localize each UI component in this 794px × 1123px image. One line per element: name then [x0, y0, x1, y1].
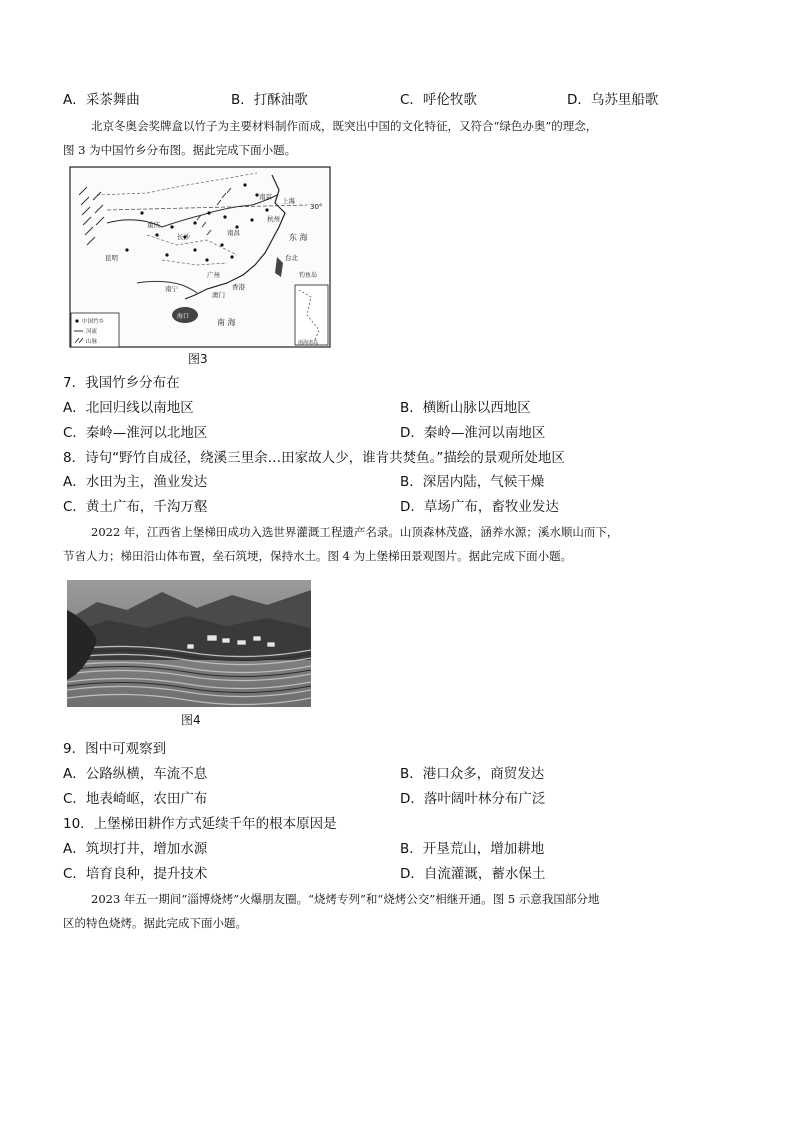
map-label-south-sea: 南 海	[217, 318, 236, 327]
map-label-nanjing: 南京	[259, 193, 272, 201]
passage2-line2: 节省人力；梯田沿山体布置，垒石筑埂，保持水土。图 4 为上堡梯田景观图片。据此完成下面小题。	[63, 549, 573, 563]
map-label-shanghai: 上海	[282, 197, 295, 205]
q9-option-c: C．地表崎岖，农田广布	[63, 791, 208, 807]
map-label-changsha: 长沙	[177, 233, 190, 241]
map-label-diaoyu: 钓鱼岛	[299, 272, 318, 279]
q10-option-c: C．培育良种，提升技术	[63, 866, 208, 882]
q9-option-b: B．港口众多，商贸发达	[400, 766, 545, 782]
map-label-guangzhou: 广州	[207, 271, 220, 279]
passage1-line2: 图 3 为中国竹乡分布图。据此完成下面小题。	[63, 143, 297, 157]
q8-option-b: B．深居内陆，气候干燥	[400, 474, 545, 490]
map-label-kunming: 昆明	[105, 254, 118, 262]
passage1-line1: 北京冬奥会奖牌盒以竹子为主要材料制作而成，既突出中国的文化特征，又符合“绿色办奥”的理念，	[91, 119, 598, 133]
map-label-lat: 30°	[310, 203, 323, 211]
q10-stem: 10．上堡梯田耕作方式延续千年的根本原因是	[63, 816, 337, 832]
map-label-macau: 澳门	[212, 291, 225, 299]
q9-option-a: A．公路纵横，车流不息	[63, 766, 208, 782]
q8-option-a: A．水田为主，渔业发达	[63, 474, 208, 490]
legend-river: 河流	[86, 329, 98, 335]
map-label-east-sea: 东 海	[289, 233, 308, 242]
map-label-haikou: 海口	[177, 313, 190, 320]
q7-option-a: A．北回归线以南地区	[63, 400, 194, 416]
q8-stem: 8．诗句“野竹自成径，绕溪三里余…田家故人少，谁肯共焚鱼。”描绘的景观所处地区	[63, 450, 565, 466]
map-label-south-islands: 南海诸岛	[298, 340, 319, 346]
q6-option-d: D．乌苏里船歌	[567, 92, 659, 108]
q9-stem: 9．图中可观察到	[63, 741, 167, 757]
figure4-caption: 图4	[181, 713, 201, 727]
q8-option-d: D．草场广布，畜牧业发达	[400, 499, 559, 515]
q6-option-a: A．采茶舞曲	[63, 92, 140, 108]
q6-option-c: C．呼伦牧歌	[400, 92, 477, 108]
q8-option-c: C．黄土广布，千沟万壑	[63, 499, 208, 515]
legend-bamboo: 中国竹乡	[82, 319, 105, 325]
legend-mountain: 山脉	[86, 339, 98, 345]
map-label-chongqing: 重庆	[147, 221, 160, 229]
q10-option-d: D．自流灌溉，蓄水保土	[400, 866, 546, 882]
q10-option-a: A．筑坝打井，增加水源	[63, 841, 208, 857]
map-label-taipei: 台北	[285, 254, 298, 262]
passage3-line2: 区的特色烧烤。据此完成下面小题。	[63, 916, 247, 930]
figure4-photo	[67, 580, 311, 707]
map-label-hongkong: 香港	[232, 283, 245, 291]
q7-option-c: C．秦岭—淮河以北地区	[63, 425, 208, 441]
map-label-nanning: 南宁	[165, 285, 178, 293]
passage2-line1: 2022 年，江西省上堡梯田成功入选世界灌溉工程遗产名录。山顶森林茂盛，涵养水源；溪水顺山而下，	[91, 525, 619, 539]
passage3-line1: 2023 年五一期间“淄博烧烤”火爆朋友圈。“烧烤专列”和“烧烤公交”相继开通。图 5 示意我国部分地	[91, 892, 600, 906]
map-label-nanchang: 南昌	[227, 229, 240, 237]
figure3-map	[67, 165, 333, 350]
q6-option-b: B．打酥油歌	[231, 92, 308, 108]
figure3-caption: 图3	[188, 352, 208, 366]
q9-option-d: D．落叶阔叶林分布广泛	[400, 791, 546, 807]
q7-stem: 7．我国竹乡分布在	[63, 375, 180, 391]
q7-option-b: B．横断山脉以西地区	[400, 400, 531, 416]
q7-option-d: D．秦岭—淮河以南地区	[400, 425, 546, 441]
q10-option-b: B．开垦荒山，增加耕地	[400, 841, 545, 857]
map-label-hangzhou: 杭州	[267, 215, 280, 223]
